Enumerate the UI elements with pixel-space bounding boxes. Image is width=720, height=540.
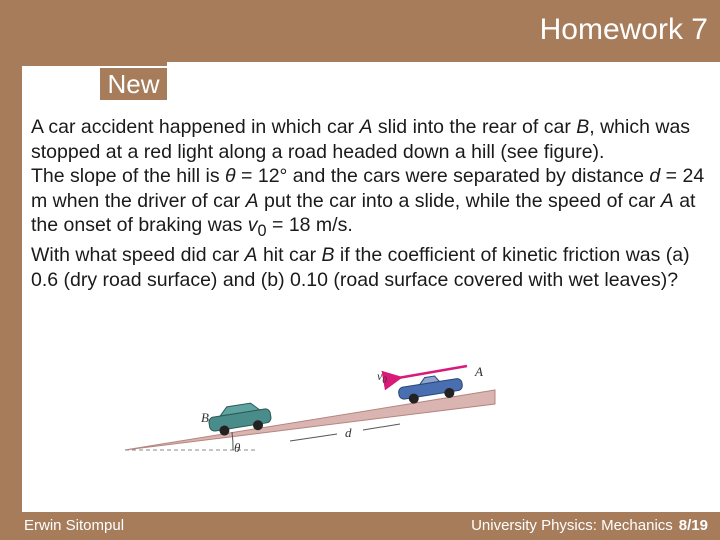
title-rule <box>22 62 167 66</box>
distance-line-right <box>363 424 400 430</box>
page-number: 8/19 <box>678 517 708 534</box>
car-a-label: A <box>475 364 483 379</box>
hill-slope <box>125 390 495 450</box>
slide-title: Homework 7 <box>539 13 708 46</box>
problem-paragraph-3: With what speed did car A hit car B if the coefficient of kinetic friction was (a) 0.6 (dry road surface) and (b) 0.10 (road surface covered with wet leaves)? <box>31 244 690 291</box>
distance-line-left <box>290 434 337 441</box>
distance-label: d <box>345 425 352 440</box>
hill-diagram <box>115 362 500 462</box>
footer-course: University Physics: Mechanics <box>471 517 673 534</box>
new-tag: New <box>100 68 167 100</box>
velocity-label: $v_0$ <box>377 369 387 385</box>
problem-text <box>31 115 715 292</box>
problem-paragraph-1: A car accident happened in which car A slid into the rear of car B, which was stopped at a red light along a road headed down a hill (see figure). <box>31 116 691 163</box>
hill-figure <box>115 362 500 462</box>
footer-author: Erwin Sitompul <box>24 517 125 534</box>
footer-course-info <box>471 517 708 534</box>
theta-label: θ <box>234 440 241 455</box>
problem-paragraph-2: The slope of the hill is θ = 12° and the cars were separated by distance d = 24 m when the driver of car A put the car into a slide, while the speed of car A at the onset of braking was $v_0 = 18$ m/s. <box>31 165 705 240</box>
car-b-label: B <box>201 410 209 425</box>
